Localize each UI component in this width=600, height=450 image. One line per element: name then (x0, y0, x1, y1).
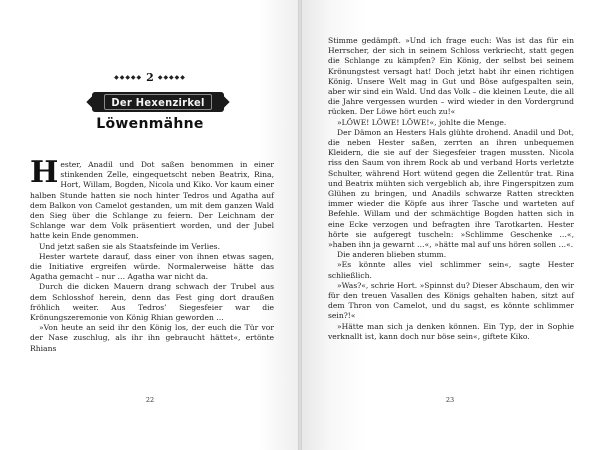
right-body-text (328, 36, 574, 342)
paragraph: Die anderen blieben stumm. (337, 250, 447, 260)
paragraph: Stimme gedämpft. »Und ich frage euch: Was ist das für ein Herrscher, der sich in seinem Schloss verkriecht, statt gegen die Schlange zu kämpfen? Ein König, der selbst bei seinem Krönungstest versagt hat! Doch jetzt habt ihr einen richtigen König. Unsere Welt mag in Gut und Böse aufgespalten sein, aber wir sind ein Wald. Und das Volk – die kleinen Leute, die all die Jahre vergessen wurden – wird wieder in den Vordergrund rücken. Der Löwe hört euch zu!« (328, 36, 574, 117)
page-number-right: 23 (445, 396, 455, 404)
paragraph: »Was?«, schrie Hort. »Spinnst du? Dieser Abschaum, den wir für den treuen Vasallen des Königs gehalten haben, sitzt auf dem Thron von Camelot, und du sagst, es könnte schlimmer sein?!« (328, 280, 574, 321)
paragraph (30, 155, 274, 242)
chapter-number: 2 (146, 70, 154, 84)
page-number-left: 22 (145, 396, 155, 404)
ornament-right-icon: ◆◆◆◆◆ (157, 73, 186, 81)
chapter-title-banner (92, 92, 224, 112)
chapter-title: Der Hexenzirkel (111, 95, 205, 109)
paragraph: »Es könnte alles viel schlimmer sein«, sagte Hester schließlich. (328, 260, 574, 280)
paragraph: »Hätte man sich ja denken können. Ein Typ, der in Sophie verknallt ist, kann doch nur böse sein«, giftete Kiko. (328, 321, 574, 341)
paragraph: »LÖWE! LÖWE! LÖWE!«, johlte die Menge. (337, 117, 507, 127)
chapter-title-frame (104, 94, 211, 110)
left-body-text (30, 155, 274, 354)
ornament-left-icon: ◆◆◆◆◆ (114, 73, 143, 81)
chapter-number-row (0, 68, 300, 86)
paragraph: Durch die dicken Mauern drang schwach der Trubel aus dem Schlosshof herein, denn das Fest ging dort draußen fröhlich weiter. Aus Tedros’ Siegesfeier war die Krönungszeremonie von König Rhian geworden … (30, 282, 274, 323)
paragraph: Hester wartete darauf, dass einer von ihnen etwas sagen, die Initiative ergreifen würde. Normalerweise hätte das Agatha gemacht – nur … Agatha war nicht da. (30, 251, 274, 282)
chapter-subtitle: Löwenmähne (96, 116, 204, 132)
book-gutter (298, 0, 302, 450)
paragraph: Der Dämon an Hesters Hals glühte drohend. Anadil und Dot, die neben Hester saßen, zerrten an ihren unbequemen Kleidern, die sie auf der Siegesfeier tragen mussten. Nicola riss den Saum von ihrem Rock ab und verband Horts verletzte Schulter, während Hort wütend gegen die Zellentür trat. Rina und Beatrix mühten sich vergeblich ab, ihre Fingerspitzen zum Glühen zu bringen, und Anadils schwarze Ratten streckten immer wieder die Köpfe aus ihrer Tasche und warteten auf Befehle. Willam und der schmächtige Bogden hatten sich in eine Ecke verzogen und befragten ihre Tarotkarten. Hester hörte sie aufgeregt tuscheln: »Schlimme Geschenke …«, »haben ihn ja gewarnt …«, »hätte mal auf uns hören sollen …«. (328, 127, 574, 250)
right-page (300, 0, 600, 450)
paragraph: »Von heute an seid ihr den König los, der euch die Tür vor der Nase zuschlug, als ihr ihn gebraucht hättet«, ertönte Rhians (30, 323, 274, 353)
paragraph: Und jetzt saßen sie als Staatsfeinde im Verlies. (39, 241, 220, 251)
drop-cap: H (30, 155, 59, 190)
paragraph-text: ester, Anadil und Dot saßen benommen in einer stinkenden Zelle, eingequetscht neben Beatrix, Rina, Hort, Willam, Bogden, Nicola und Kiko. Vor kaum einer halben Stunde hatten sie noch hinter Tedros und Agatha auf dem Balkon von Camelot gestanden, um mit dem ganzen Wald den Sieg über die Schlange zu feiern. Der Leichnam der Schlange war dem Volk präsentiert worden, und der Jubel hatte kein Ende genommen. (30, 160, 274, 241)
